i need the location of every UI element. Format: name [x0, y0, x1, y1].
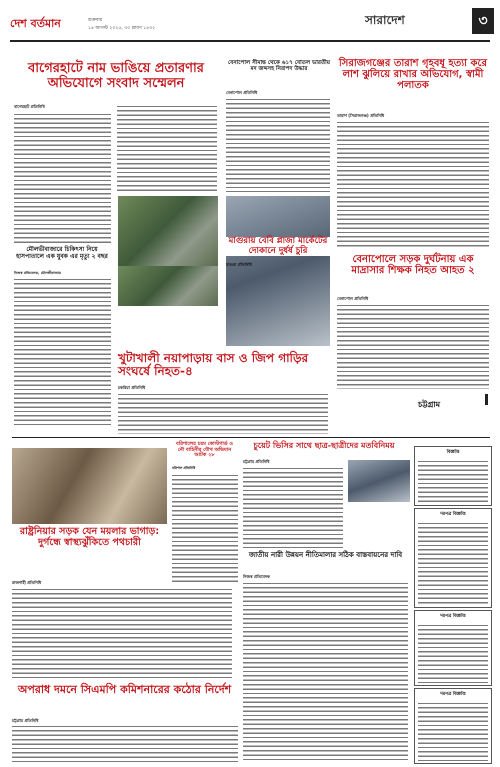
byline-a10: রাজশাহী প্রতিনিধি	[12, 580, 42, 585]
section-label: সারাদেশ	[365, 13, 405, 27]
photo-a1	[118, 196, 218, 266]
byline-a2: বেনাপোল প্রতিনিধি	[226, 90, 258, 95]
headline-a9: চুয়েট ভিসির সাথে ছাত্র-ছাত্রীদের মতবিনিময়	[253, 441, 395, 450]
byline-a11: নিজস্ব প্রতিবেদক	[243, 574, 270, 579]
section-chattogram-label: চট্টগ্রাম	[418, 400, 441, 409]
ad-tender-4	[414, 688, 492, 764]
date-line	[88, 16, 228, 32]
ad-tender-3-body	[418, 623, 488, 683]
ad-tender-2	[414, 508, 492, 608]
body-a10	[12, 587, 232, 680]
photo-a7	[118, 266, 218, 306]
byline-a3: তারাশ (সিরাজগঞ্জ) প্রতিনিধি	[337, 113, 385, 118]
photo-a10	[12, 448, 167, 524]
byline-a4: নিজস্ব প্রতিবেদক, মৌলভীবাজার	[14, 271, 61, 275]
byline-a7: চকরিয়া প্রতিনিধি	[118, 385, 146, 390]
body-a6	[337, 303, 489, 389]
byline-a6: বেনাপোল প্রতিনিধি	[337, 296, 369, 301]
body-a8	[172, 473, 238, 585]
logo	[10, 12, 82, 36]
headline-a7: খুটাখালী নয়াপাড়ায় বাস ও জিপ গাড়ির সংঘর্ষে নিহত-৪	[118, 351, 309, 379]
date-day: শুক্রবার	[88, 18, 103, 23]
ad-notice-1	[414, 446, 492, 506]
ad-notice-1-title: বিজ্ঞপ্তি	[446, 450, 460, 455]
mid-divider	[12, 437, 490, 438]
headline-a6: বেনাপোলে সড়ক দুর্ঘটনায় এক মাদ্রাসার শিক্ষক নিহত আহত ২	[351, 254, 475, 277]
masthead-rule	[10, 40, 490, 42]
ad-tender-4-body	[418, 701, 488, 761]
body-a7	[118, 392, 328, 434]
headline-a11: জাতীয় নারী উন্নয়ন নীতিমালার সঠিক বাস্তবায়নের দাবি	[248, 551, 403, 559]
body-a1-col1	[14, 112, 111, 244]
photo-a2	[226, 196, 330, 346]
ad-tender-3	[414, 610, 492, 686]
body-a9	[243, 466, 343, 548]
byline-a12: চট্টগ্রাম প্রতিনিধি	[12, 718, 39, 723]
body-a1-col2	[117, 104, 217, 194]
headline-a5: মাগুরায় বেবি প্লাজা মার্কেটের দোকানে দুর্ধর্ষ চুরি	[226, 237, 330, 256]
headline-a1: বাগেরহাটে নাম ভাঙিয়ে প্রতারণার অভিযোগে সংবাদ সম্মেলন	[28, 61, 204, 91]
body-a11	[243, 581, 408, 761]
byline-a1: বাগেরহাট প্রতিনিধি	[14, 104, 45, 109]
body-a2	[226, 97, 330, 192]
ad-notice-1-body	[418, 459, 488, 503]
masthead	[10, 8, 490, 42]
photo-a9	[348, 460, 410, 502]
headline-a2: বেনাপোল সীমান্ত থেকে ৬১৭ বোতল ভারতীয় মদ জব্দসহ নিরাপদ উদ্ধার	[227, 60, 331, 73]
headline-a8: বরিশালের চরম কোস্টগার্ড ও নৌ বাহিনীর যৌথ অভিযান আটক ২৮	[176, 441, 233, 459]
ad-tender-4-title: দরপত্র বিজ্ঞপ্তি	[440, 692, 466, 697]
ad-tender-3-title: দরপত্র বিজ্ঞপ্তি	[440, 614, 466, 619]
headline-a4: মৌলভীবাজারে চিকিৎসা নিয়ে হাসপাতালে এক যুবক এর মৃত্যু ২ বছর	[16, 246, 108, 260]
section-chattogram-bar	[485, 394, 488, 405]
byline-a8: বরিশাল প্রতিনিধি	[172, 466, 196, 470]
logo-text: দেশ বর্তমান	[10, 17, 61, 30]
ad-tender-2-title: দরপত্র বিজ্ঞপ্তি	[440, 512, 466, 517]
body-a12	[12, 724, 238, 762]
section-chattogram	[418, 392, 490, 409]
headline-a3: সিরাজগঞ্জের তারাশ গৃহবধূ হত্যা করে লাশ ঝুলিয়ে রাখার অভিযোগ, স্বামী পলাতক	[338, 58, 488, 92]
byline-a5: মাগুরা প্রতিনিধি	[226, 262, 252, 267]
body-a4	[14, 277, 111, 425]
byline-a9: চট্টগ্রাম প্রতিনিধি	[243, 459, 270, 464]
page-number: ৩	[472, 8, 494, 34]
headline-a10: রাষ্ট্রনিয়ার সড়ক যেন ময়লার ভাগাড়: দুর্গন্ধে স্বাস্থ্যঝুঁকিতে পথচারী	[19, 526, 160, 548]
ad-tender-2-body	[418, 521, 488, 605]
date-full: ১৪ আগস্ট ২০২৫, ৩০ শ্রাবণ ১৪৩২	[88, 26, 156, 31]
headline-a12: অপরাধ দমনে সিএমপি কমিশনারের কঠোর নির্দেশ	[17, 683, 232, 696]
body-a3	[337, 120, 489, 248]
